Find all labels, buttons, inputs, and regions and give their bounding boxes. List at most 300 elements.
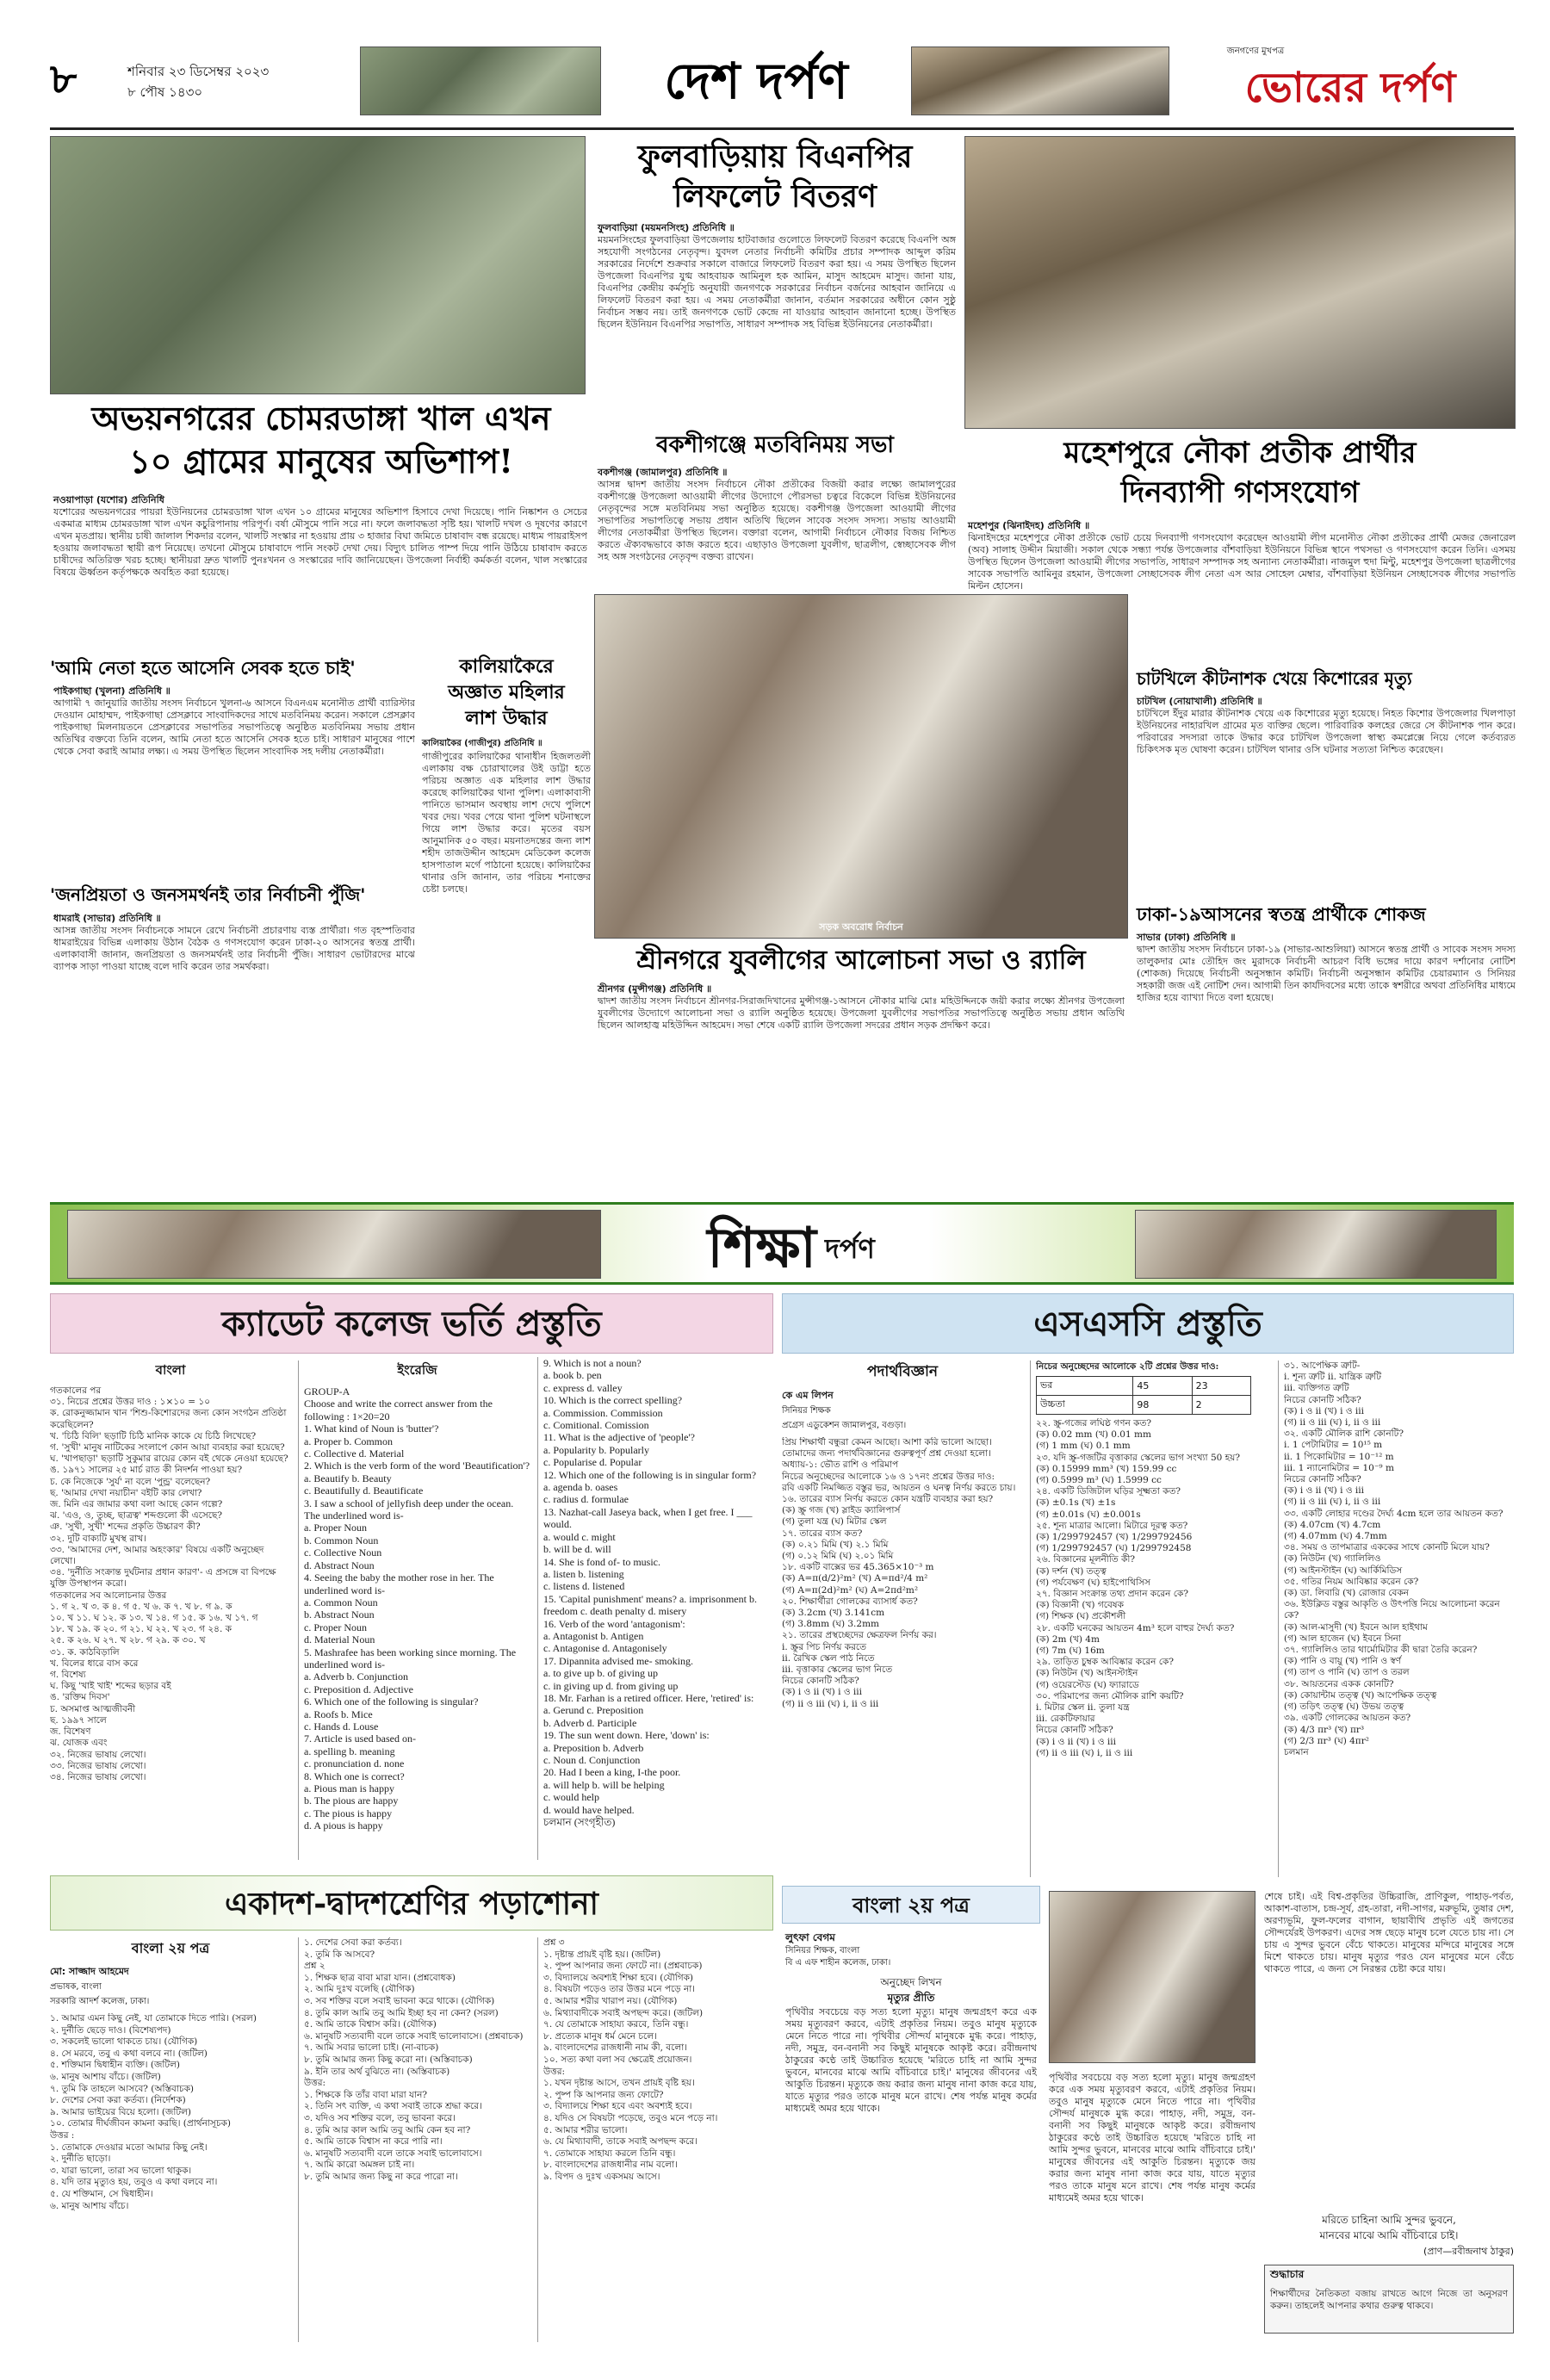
- text-line: iii. বৃত্তাকার স্কেলের ভাগ নিতে: [782, 1664, 893, 1676]
- text-line: ২৮. একটি ঘনকের আয়তন 4m³ হলে বাহুর দৈর্ঘ্য কত?: [1036, 1622, 1235, 1633]
- text-line: ১. তোমাকে দেওয়ার মতো আমার কিছু নেই।: [50, 2141, 208, 2153]
- text-line: ৩২. নিজের ভাষায় লেখো।: [50, 1749, 146, 1760]
- text-line: 16. Verb of the word 'antagonism':: [543, 1617, 685, 1630]
- text-line: ১৬. তারের ব্যাস নির্ণয় করতে কোন যন্ত্রটি ব্যবহার করা হয়?: [782, 1494, 994, 1505]
- text-line: (গ) ii ও iii (ঘ) i, ii ও iii: [1284, 1417, 1381, 1429]
- text-line: (ক) A=π(d/2)²m² (খ) A=πd²/4 m²: [782, 1573, 928, 1584]
- text-line: উত্তর:: [543, 2066, 566, 2077]
- text-line: (গ) তুলা যন্ত্র (ঘ) মিটার স্কেল: [782, 1516, 887, 1528]
- text-line: উত্তর:: [304, 2078, 326, 2089]
- maheshpur-byline: মহেশপুর (ঝিনাইদহ) প্রতিনিধি ॥: [968, 520, 1090, 531]
- text-line: ৩৬. ইউক্লিড বস্তুর আকৃতি ও উৎপত্তি নিয়ে আলোচনা করেন কে?: [1284, 1599, 1500, 1621]
- text-line: জ. বিশেষণ: [50, 1726, 91, 1738]
- text-line: (ক) 0.15999 mm³ (খ) 159.99 cc: [1036, 1463, 1177, 1474]
- text-line: (ক) স্ক্রু গজ (খ) স্লাইড ক্যালিপার্স: [782, 1505, 901, 1516]
- text-line: 19. The sun went down. Here, 'down' is:: [543, 1729, 710, 1742]
- text-line: a. Proper b. Common: [304, 1435, 393, 1447]
- text-line: (ক) i ও ii (খ) i ও iii: [782, 1687, 862, 1698]
- text-line: ১. শিক্ষকে কি তাঁর বাবা মারা যান?: [304, 2089, 427, 2100]
- hsc-lines-2: [304, 1937, 530, 2183]
- text-line: a. Antagonist b. Antigen: [543, 1629, 644, 1642]
- text-line: (গ) ii ও iii (ঘ) i, ii ও iii: [1284, 1497, 1381, 1508]
- fulbaria-headline-1: ফুলবাড়িয়ায় বিএনপির: [637, 139, 913, 175]
- text-line: d. A pious is happy: [304, 1819, 383, 1832]
- cadet-english-column: [298, 1360, 530, 1860]
- text-line: (ক) পানি ও বায়ু (খ) পানি ও স্বর্ণ: [1284, 1656, 1402, 1667]
- maheshpur-headline-2: দিনব্যাপী গণসংযোগ: [1120, 475, 1360, 510]
- bangla2-section: [782, 1886, 1514, 2342]
- text-line: b. Common Noun: [304, 1534, 379, 1546]
- text-line: চলমান: [1284, 1746, 1309, 1757]
- text-line: (গ) পর্যবেক্ষণ (ঘ) হাইপোথিসিস: [1036, 1577, 1150, 1588]
- abhaynagar-byline: নওয়াপাড়া (যশোর) প্রতিনিধি: [53, 494, 164, 505]
- text-line: ২. দুর্নীতি ছেড়ে দাও। (বিশেষ্যপদ): [50, 2024, 171, 2036]
- text-line: নিচের কোনটি সঠিক?: [1036, 1725, 1113, 1736]
- hsc-author-desig: প্রভাষক, বাংলা: [50, 1982, 102, 1992]
- text-line: ৩২. একটি মৌলিক রাশি কোনটি?: [1284, 1429, 1404, 1440]
- students-reading-photo: [1049, 1891, 1256, 2063]
- poem-credit: (প্রাণ—রবীন্দ্রনাথ ঠাকুর): [1423, 2246, 1514, 2257]
- date-line-1: শনিবার ২৩ ডিসেম্বর ২০২৩: [127, 64, 270, 79]
- text-line: (গ) 2/3 πr³ (ঘ) 4πr²: [1284, 1735, 1369, 1746]
- text-line: a. Proper Noun: [304, 1522, 367, 1534]
- sreenagar-byline: শ্রীনগর (মুন্সীগঞ্জ) প্রতিনিধি ॥: [598, 983, 712, 995]
- text-line: খ. বিলের ধারে বাস করে: [50, 1658, 139, 1669]
- kaliakoir-body: গাজীপুরের কালিয়াকৈর থানাধীন হিজলতলী এলাকায় বক্ষ চোরাখালের উই ডাট্টা হতে পরিচয় অজ্ঞাত এক মহিলার লাশ উদ্ধার করেছে কালিয়াকৈর থানা পুলিশ। এলাকাবাসী পানিতে ভাসমান অবস্থায় লাশ দেখে পুলিশে খবর দেয়। খবর পেয়ে থানা পুলিশ ঘটনাস্থলে গিয়ে লাশ উদ্ধার করে। মৃতের বয়স আনুমানিক ৫০ বছর। ময়নাতদন্তের জন্য লাশ শহীদ তাজউদ্দীন আহমেদ মেডিকেল কলেজ হাসপাতাল মর্গে পাঠানো হয়েছে। কালিয়াকৈর থানার ওসি জানান, তার পরিচয় শনাক্তের চেষ্টা চলছে।: [422, 751, 591, 895]
- text-line: ৩৩. 'আমাদের দেশ, আমার অহংকার' বিষয়ে একটি অনুচ্ছেদ লেখো।: [50, 1544, 264, 1567]
- text-line: ১৭. তারের ব্যাস কত?: [782, 1528, 863, 1539]
- date-line-2: ৮ পৌষ ১৪৩০: [127, 84, 203, 100]
- text-line: ঘ. 'খাপছাড়া' ছড়াটি সুকুমার রায়ের কোন বই থেকে নেওয়া হয়েছে?: [50, 1453, 288, 1465]
- fulbaria-byline: ফুলবাড়িয়া (ময়মনসিংহ) প্রতিনিধি ॥: [598, 222, 735, 233]
- masthead-photo-strip-left: [360, 46, 601, 115]
- text-line: চ. কে নিজেকে 'সুর্য' না বলে 'পুন্ড্র' বলেছেন?: [50, 1476, 211, 1487]
- text-line: ক. রোকনুজ্জামান খান 'শিশু-কিশোরদের জন্য কোন সংগঠন প্রতিষ্ঠা করেছিলেন?: [50, 1408, 287, 1430]
- page-number: ৮: [50, 55, 78, 103]
- table-cell: উচ্চতা: [1037, 1396, 1133, 1415]
- text-line: ১. দৃষ্টান্ত প্রায়ই বৃষ্টি হয়। (জটিল): [543, 1949, 661, 1960]
- text-line: (ক) i ও ii (খ) i ও iii: [1284, 1485, 1364, 1497]
- text-line: ঝ. যোজক এবং: [50, 1738, 108, 1749]
- rally-photo: [964, 136, 1516, 429]
- masthead: [50, 40, 1514, 126]
- text-line: a. Beautify b. Beauty: [304, 1472, 392, 1484]
- text-line: Choose and write the correct answer from the following : 1×20=20: [304, 1398, 493, 1422]
- text-line: 10. Which is the correct spelling?: [543, 1394, 683, 1407]
- text-line: ২. তুমি কি আসবে?: [304, 1949, 375, 1960]
- text-line: 8. Which one is correct?: [304, 1770, 405, 1782]
- education-banner-title-2: দর্পণ: [825, 1232, 875, 1265]
- text-line: ২০. শিক্ষার্থীরা গোলকের ব্যাসার্ধ কত?: [782, 1596, 918, 1607]
- text-line: (গ) তাপ ও পানি (ঘ) তাপ ও তরল: [1284, 1667, 1410, 1678]
- text-line: a. Roofs b. Mice: [304, 1708, 373, 1720]
- text-line: নিচের কোনটি সঠিক?: [782, 1676, 859, 1687]
- table-cell: 23: [1192, 1377, 1250, 1396]
- text-line: ৩. বিদ্যালয়ে অবশ্যই শিক্ষা হবে। (যৌগিক): [543, 1972, 694, 1983]
- text-line: (ক) কোয়ান্টাম তত্ত্ব (খ) আপেক্ষিক তত্ত্ব: [1284, 1689, 1437, 1701]
- poem-line-1: মরিতে চাহিনা আমি সুন্দর ভুবনে,: [1322, 2214, 1456, 2226]
- text-line: c. Noun d. Conjunction: [543, 1754, 641, 1766]
- text-line: ৫. আমি তাকে বিশ্বাস করি। (যৌগিক): [304, 2019, 437, 2030]
- text-line: রবি একটি নিমজ্জিত বস্তুর ভর, আয়তন ও ঘনত্ব নির্ণয় করতে চায়।: [782, 1482, 1016, 1493]
- text-line: ঙ. ১৯৭১ সালের ২৫ মার্চ রাত কী নিদর্শন পাওয়া হয়?: [50, 1465, 243, 1476]
- text-line: ৫. আমার শরীর খারাপ নয়। (যৌগিক): [543, 1995, 678, 2006]
- text-line: গতকালের পর: [50, 1385, 102, 1396]
- text-line: 9. Which is not a noun?: [543, 1357, 642, 1369]
- fulbaria-headline-2: লিফলেট বিতরণ: [673, 178, 877, 214]
- integrity-box: [1264, 2265, 1514, 2334]
- text-line: ৫. যে শক্তিমান, সে দ্বিধাহীন।: [50, 2188, 153, 2199]
- text-line: a. Adverb b. Conjunction: [304, 1670, 408, 1683]
- text-line: 14. She is fond of- to music.: [543, 1555, 660, 1568]
- text-line: a. book b. pen: [543, 1369, 602, 1382]
- text-line: নিচের কোনটি সঠিক?: [1284, 1394, 1361, 1405]
- bangla2-body: পৃথিবীর সবচেয়ে বড় সত্য হলো মৃত্যু। মানুষ জন্মগ্রহণ করে এক সময় মৃত্যুবরণ করবে, এটাই প্রকৃতির নিয়ম। তবুও মানুষ মৃত্যুকে মেনে নিতে পারে না। পৃথিবীর সৌন্দর্য মানুষকে মুগ্ধ করে। পাহাড়, নদী, সমুদ্র, বন-বনানী সব কিছুই মানুষকে আকৃষ্ট করে। রবীন্দ্রনাথ ঠাকুরের কণ্ঠে তাই উচ্চারিত হয়েছে 'মরিতে চাহি না আমি সুন্দর ভুবনে, মানবের মাঝে আমি বাঁচিবারে চাই।' মানুষের জীবনের এই আকুতি চিরন্তন। মৃত্যুকে জয় করার জন্য মানুষ নানা কাজ করে যায়, যাতে মৃত্যুর পরও তাকে মানুষ মনে রাখে। শেষ পর্যন্ত মানুষ কর্মের মাধ্যমেই অমর হয়ে থাকে।: [785, 2006, 1037, 2114]
- text-line: c. would help: [543, 1791, 599, 1804]
- text-line: (ক) 0.02 mm (খ) 0.01 mm: [1036, 1429, 1151, 1441]
- text-line: (ক) আল-মাসুদী (খ) ইবনে আল হাইথাম: [1284, 1621, 1428, 1633]
- hsc-author-school: সরকারি আদর্শ কলেজ, ঢাকা।: [50, 1997, 150, 2006]
- text-line: (ক) নিউটন (খ) গ্যালিলিও: [1284, 1553, 1381, 1565]
- text-line: iii. ব্যক্তিগত ত্রুটি: [1284, 1383, 1349, 1394]
- ssc-table-intro: নিচের অনুচ্ছেদের আলোকে ২টি প্রশ্নের উত্তর দাও:: [1036, 1361, 1219, 1372]
- text-line: 15. 'Capital punishment' means? a. imprisonment b. freedom c. death penalty d. misery: [543, 1592, 757, 1618]
- tagline: জনগণের মুখপত্র: [1226, 46, 1285, 56]
- education-banner-title: শিক্ষা: [707, 1216, 816, 1280]
- text-line: c. The pious is happy: [304, 1807, 393, 1819]
- text-line: c. listens d. listened: [543, 1580, 625, 1593]
- text-line: b. will be d. will: [543, 1543, 611, 1556]
- text-line: 6. Which one of the following is singular?: [304, 1695, 479, 1708]
- text-line: ২. তিনি সৎ ব্যক্তি, এ কথা সবাই তাকে শ্রদ্ধা করে।: [304, 2101, 482, 2112]
- text-line: ৯. আমার ভাইয়ের বিয়ে হলো। (জটিল): [50, 2106, 191, 2117]
- bangla2-sub-heading: অনুচ্ছেদ লিখন: [880, 1976, 942, 1988]
- text-line: ২৭. বিজ্ঞান সংক্রান্ত তথ্য প্রদান করেন কে?: [1036, 1589, 1188, 1600]
- text-line: ঝ. 'এও, ও, তুচ্ছ, ছাত্রত্ব' শব্দগুলো কী এসেছে?: [50, 1510, 222, 1522]
- dhamrai-byline: ধামরাই (সাভার) প্রতিনিধি ॥: [53, 913, 161, 924]
- text-line: ৩২. দুটি বাক্যটি মুখস্থ রাখ।: [50, 1533, 146, 1544]
- cadet-bangla-title: বাংলা: [155, 1362, 186, 1378]
- text-line: (গ) ওয়েরস্টেড (ঘ) ফ্যারাডে: [1036, 1679, 1139, 1690]
- text-line: ১. আমার এমন কিছু নেই, যা তোমাকে দিতে পারি। (সরল): [50, 2013, 257, 2024]
- text-line: 12. Which one of the following is in singular form?: [543, 1468, 757, 1481]
- cadet-english-lines-2: [543, 1357, 773, 1828]
- banner-students-photo-right: [1135, 1210, 1497, 1279]
- text-line: c. Collective d. Material: [304, 1447, 405, 1460]
- text-line: ৩১. আপেক্ষিক ত্রুটি-: [1284, 1360, 1361, 1371]
- text-line: c. Preposition d. Adjective: [304, 1683, 413, 1695]
- text-line: 4. Seeing the baby the mother rose in her. The underlined word is-: [304, 1571, 494, 1596]
- text-line: 11. What is the adjective of 'people'?: [543, 1431, 695, 1444]
- text-line: ১৮. একটি বাক্সের ভর 45.365×10⁻³ m: [782, 1562, 934, 1573]
- text-line: ১. শিক্ষক ছাত্র বাবা মারা যান। (প্রশ্নবোধক): [304, 1972, 456, 1983]
- abhaynagar-headline-2: ১০ গ্রামের মানুষের অভিশাপ!: [129, 442, 513, 480]
- text-line: i. শূন্য ত্রুটি ii. যান্ত্রিক ত্রুটি: [1284, 1372, 1381, 1383]
- text-line: (ক) i ও ii (খ) i ও iii: [1284, 1405, 1364, 1416]
- text-line: ৫. আমি তাকে বিশ্বাস না করে পারি না।: [304, 2136, 443, 2148]
- maheshpur-headline-1: মহেশপুরে নৌকা প্রতীক প্রার্থীর: [1063, 436, 1417, 470]
- text-line: ৯. ইনি তার অর্থ বুঝিতে না। (অস্তিবাচক): [304, 2066, 450, 2077]
- text-line: b. Adverb d. Participle: [543, 1716, 637, 1729]
- text-line: ৩৪. সময় ও তাপমাত্রার এককের সাথে কোনটি মিলে যায়?: [1284, 1542, 1490, 1553]
- cadet-english-column-2: [537, 1357, 773, 1860]
- table-cell: 98: [1133, 1396, 1192, 1415]
- bangla2-author: লুৎফা বেগম: [785, 1931, 835, 1943]
- youth-rally-photo: [594, 594, 1128, 939]
- bangla2-topic: মৃত্যুর প্রীতি: [887, 1992, 935, 2004]
- ssc-lines-2: [1036, 1418, 1271, 1759]
- text-line: i. স্ক্রুর পিচ নির্ণয় করতে: [782, 1641, 866, 1652]
- text-line: ii. রৈখিক স্কেল পাঠ নিতে: [782, 1652, 875, 1664]
- text-line: ৬. মানুষ আশায় বাঁচে। (জটিল): [50, 2071, 161, 2082]
- hsc-author: মো: সাজ্জাদ আহমেদ: [50, 1966, 129, 1977]
- text-line: (গ) ii ও iii (ঘ) i, ii ও iii: [782, 1698, 879, 1709]
- text-line: (ক) i ও ii (খ) i ও iii: [1036, 1736, 1116, 1747]
- text-line: নিচের অনুচ্ছেদের আলোকে ১৬ ও ১৭নং প্রশ্নের উত্তর দাও:: [782, 1471, 995, 1482]
- text-line: (গ) ±0.01s (ঘ) ±0.001s: [1036, 1509, 1141, 1520]
- text-line: ২৩. যদি স্ক্রু-গজটির বৃত্তাকার স্কেলের ভাগ সংখ্যা 50 হয়?: [1036, 1452, 1240, 1463]
- text-line: ৪. সে মরবে, তবু এ কথা বলবে না। (জটিল): [50, 2048, 208, 2059]
- ssc-author-desig: সিনিয়র শিক্ষক: [782, 1406, 831, 1416]
- text-line: (গ) ii ও iii (ঘ) i, ii ও iii: [1036, 1747, 1133, 1758]
- bangla2-mid-body: পৃথিবীর সবচেয়ে বড় সত্য হলো মৃত্যু। মানুষ জন্মগ্রহণ করে এক সময় মৃত্যুবরণ করবে, এটাই প্রকৃতির নিয়ম। তবুও মানুষ মৃত্যুকে মেনে নিতে পারে না। পৃথিবীর সৌন্দর্য মানুষকে মুগ্ধ করে। পাহাড়, নদী, সমুদ্র, বন-বনানী সব কিছুই মানুষকে আকৃষ্ট করে। রবীন্দ্রনাথ ঠাকুরের কণ্ঠে তাই উচ্চারিত হয়েছে 'মরিতে চাহি না আমি সুন্দর ভুবনে, মানবের মাঝে আমি বাঁচিবারে চাই।' মানুষের জীবনের এই আকুতি চিরন্তন। মৃত্যুকে জয় করার জন্য মানুষ নানা কাজ করে যায়, যাতে মৃত্যুর পরও তাকে মানুষ মনে রাখে। শেষ পর্যন্ত মানুষ কর্মের মাধ্যমেই অমর হয়ে থাকে।: [1049, 2072, 1256, 2203]
- text-line: ২৫. শূন্য মাত্রার আলো। মিটারে দূরত্ব কত?: [1036, 1520, 1188, 1531]
- text-line: (গ) 4.07mm (ঘ) 4.7mm: [1284, 1531, 1387, 1542]
- text-line: i. মিটার স্কেল ii. তুলা যন্ত্র: [1036, 1702, 1130, 1714]
- text-line: 2. Which is the verb form of the word 'Beautification'?: [304, 1460, 530, 1472]
- text-line: b. Abstract Noun: [304, 1608, 375, 1621]
- text-line: গ. 'সুখী' মানুষ নাটিকের সংলাপে কোন আয়া ব্যবহার করা হয়েছে?: [50, 1442, 285, 1453]
- ssc-author-name: কে এম লিপন: [782, 1390, 834, 1401]
- ssc-heading: এসএসসি প্রস্তুতি: [782, 1293, 1514, 1354]
- text-line: ১০. সত্য কথা বলা সব ক্ষেত্রেই প্রয়োজন।: [543, 2054, 692, 2065]
- text-line: ১৮. খ ১৯. ক ২০. গ ২১. ঘ ২২. খ ২৩. গ ২৪. ক: [50, 1624, 232, 1635]
- bakshiganj-byline: বকশীগঞ্জ (জামালপুর) প্রতিনিধি ॥: [598, 467, 728, 478]
- text-line: ২. পুষ্প আপনার জন্য ফোটে না। (প্রশ্নবাচক): [543, 1961, 703, 1972]
- text-line: ৭. তোমাকে সাহায্য করলে তিনি বন্ধু।: [543, 2148, 676, 2159]
- text-line: ২৬. বিজ্ঞানের মূলনীতি কী?: [1036, 1554, 1135, 1565]
- text-line: a. Commission. Commission: [543, 1406, 663, 1419]
- kaliakoir-headline-3: লাশ উদ্ধার: [465, 707, 548, 729]
- text-line: ১০. তোমার দীর্ঘজীবন কামনা করছি। (প্রার্থনাসূচক): [50, 2118, 231, 2129]
- text-line: a. listen b. listening: [543, 1567, 624, 1580]
- text-line: a. to give up b. of giving up: [543, 1667, 658, 1680]
- text-line: ৬. মানুষটি সত্যবাদী বলে তাকে সবাই ভালোবাসে। (প্রশ্নবাচক): [304, 2030, 524, 2042]
- abhaynagar-headline-1: অভয়নগরের চোমরডাঙ্গা খাল এখন: [91, 399, 551, 437]
- text-line: ২. পুষ্প কি আপনার জন্য ফোটে?: [543, 2089, 664, 2100]
- text-line: (গ) তড়িৎ তত্ত্ব (ঘ) উভয় তত্ত্ব: [1284, 1701, 1404, 1713]
- text-line: c. Antagonise d. Antagonisely: [543, 1642, 667, 1655]
- text-line: 18. Mr. Farhan is a retired officer. Here, 'retired' is:: [543, 1691, 754, 1704]
- text-line: ৩৪. 'দুর্নীতি সংক্রান্ত দুর্ঘটনার প্রধান কারণ'- এ প্রসঙ্গে বা বিপক্ষে যুক্তি উপস্থাপন করো।: [50, 1567, 276, 1590]
- text-line: ১. দেশের সেবা করা কর্তব্য।: [304, 1937, 402, 1948]
- text-line: 3. I saw a school of jellyfish deep under the ocean. The underlined word is-: [304, 1497, 514, 1522]
- text-line: a. Pious man is happy: [304, 1782, 394, 1794]
- text-line: প্রশ্ন ৩: [543, 1937, 565, 1948]
- maheshpur-body: ঝিনাইদহের মহেশপুরে নৌকা প্রতীকে ভোট চেয়ে দিনব্যাপী গণসংযোগ করেছেন আওয়ামী লীগ মনোনীত নৌকা প্রতীকের প্রার্থী মেজর জেনারেল (অব) সালাহ উদ্দীন মিয়াজী। সকাল থেকে সন্ধ্যা পর্যন্ত উপজেলার বাঁশবাড়িয়া ইউনিয়নে বিভিন্ন স্থানে পথসভা ও গণসংযোগ করেন তিনি। এসময় উপস্থিত ছিলেন উপজেলা আওয়ামী লীগের সভাপতি, সাধারণ সম্পাদক সহ অন্যান্য নেতাকর্মীরা। নাজমুল হুদা মিন্টু, মহেশপুর উপজেলা ছাত্রলীগের সাবেক সভাপতি আমিনুর রহমান, উপজেলা সেচ্ছাসেবক লীগ নেতা এস আর সোহেল মেম্বার, বাঁশবাড়িয়া ইউনিয়ন সেচ্ছাসেবক লীগের সভাপতি মিল্টন হোসেন।: [968, 532, 1516, 592]
- text-line: ৭. তুমি কি তাহলে আসবে? (অস্তিবাচক): [50, 2083, 195, 2094]
- text-line: c. in giving up d. from giving up: [543, 1679, 679, 1692]
- text-line: (ক) বিজ্ঞানী (খ) গবেষক: [1036, 1600, 1124, 1611]
- text-line: চলমান (সংগৃহীত): [543, 1816, 616, 1829]
- text-line: iii. রেকটিফায়ার: [1036, 1714, 1095, 1725]
- table-cell: ভর: [1037, 1377, 1133, 1396]
- text-line: ২. আমি দুঃখ বলেছি (যৌগিক): [304, 1984, 415, 1995]
- hsc-column-1: [50, 1937, 291, 2342]
- text-line: ৪. তুমি আর কাল আমি তবু আমি কেন হব না?: [304, 2124, 471, 2135]
- dhamrai-body: আসন্ন জাতীয় সংসদ নির্বাচনকে সামনে রেখে নির্বাচনী প্রচারণায় ব্যস্ত প্রার্থীরা। গত বৃহস্পতিবার ধামরাইয়ের বিভিন্ন এলাকায় উঠান বৈঠক ও গণসংযোগ করেন ঢাকা-২০ আসনের স্বতন্ত্র প্রার্থী। এলাকাবাসী জানান, জনপ্রিয়তা ও জনসমর্থনই তার নির্বাচনী পুঁজি। সাধারণ ভোটারদের মাঝে ব্যাপক সাড়া পাওয়া যাচ্ছে বলে দাবি করেন তার সমর্থকরা।: [53, 925, 415, 972]
- text-line: ৬. মানুষ আশায় বাঁচে।: [50, 2200, 129, 2211]
- bakshiganj-body: আসন্ন দ্বাদশ জাতীয় সংসদ নির্বাচনে নৌকা প্রতীকের বিজয়ী করার লক্ষ্যে জামালপুরের বকশীগঞ্জে উপজেলা আওয়ামী লীগের উদ্যোগে পৌরসভা চত্বরে বিকেলে বিভিন্ন ইউনিয়নের নেতৃবৃন্দের সঙ্গে মতবিনিময় সভা অনুষ্ঠিত হয়েছে। বকশীগঞ্জ উপজেলা আওয়ামী লীগের সভাপতির সভাপতিত্বে সভায় প্রধান অতিথি ছিলেন সাবেক সংসদ সদস্য। সভায় আওয়ামী লীগের নেতাকর্মীরা উপস্থিত ছিলেন। বক্তারা বলেন, আগামী নির্বাচনে নৌকার বিজয় নিশ্চিত করতে ঐক্যবদ্ধভাবে কাজ করতে হবে। এছাড়াও উপজেলা যুবলীগ, ছাত্রলীগ, স্বেচ্ছাসেবক লীগ সহ অঙ্গ সংগঠনের নেতৃবৃন্দ বক্তব্য রাখেন।: [598, 479, 956, 562]
- text-line: চ. অসমাপ্ত আত্মজীবনী: [50, 1703, 136, 1714]
- table-row: [1037, 1396, 1251, 1415]
- text-line: ৮. তুমি আমার জন্য কিছু না করে পারো না।: [304, 2171, 458, 2182]
- text-line: (গ) আইনস্টাইন (ঘ) আর্কিমিডিস: [1284, 1565, 1403, 1576]
- text-line: ৩৫. গতির নিয়ম আবিষ্কার করেন কে?: [1284, 1576, 1419, 1587]
- bangla2-right-body: শেষে চাই। এই বিশ্ব-প্রকৃতির উচ্চিরাজি, প্রাণিকুল, পাহাড়-পর্বত, আকাশ-বাতাস, চন্দ্র-সূর্য, গ্রহ-তারা, নদী-সাগর, মরুভূমি, তুষার দেশ, অরণ্যভূমি, ফুল-ফলের বাগান, ছায়াবীথি প্রভৃতি এই জগতের সৌন্দর্যেরই উপকরণ। এদের সঙ্গ ছেড়ে মানুষ চলে যেতে চায় না। সে চায় এ সুন্দর ভুবনে বেঁচে থাকতে। মানুষের মন্দিরে মানুষের সঙ্গে মিশে থাকতে চায়। মানুষ মৃত্যুর পরও যেন মানুষের মনে বেঁচে থাকতে পারে, এ জন্য সে নিরন্তর চেষ্টা করে যায়।: [1264, 1891, 1514, 1974]
- text-line: ৭. আমি সবার ভালো চাই। (না-বাচক): [304, 2042, 439, 2054]
- integrity-box-text: শিক্ষার্থীদের নৈতিকতা বজায় রাখতে আগে নিজে তা অনুসরণ করুন। তাহলেই আপনার কথার গুরুত্ব থাকবে।: [1270, 2289, 1508, 2311]
- text-line: খ. 'চিঠি বিলি' ছড়াটি চিঠি মানিক কাকে যে চিঠি লিখেছে?: [50, 1430, 257, 1441]
- education-banner: [50, 1202, 1514, 1285]
- text-line: c. express d. valley: [543, 1381, 623, 1394]
- text-line: ২৫. ক ২৬. ঘ ২৭. খ ২৮. গ ২৯. ক ৩০. খ: [50, 1635, 206, 1646]
- text-line: c. Collective Noun: [304, 1546, 382, 1559]
- text-line: c. radius d. formulae: [543, 1493, 629, 1506]
- text-line: (গ) ০.১২ মিমি (ঘ) ২.০১ মিমি: [782, 1551, 894, 1562]
- text-line: d. Abstract Noun: [304, 1559, 375, 1571]
- text-line: (ক) ০.২১ মিমি (খ) ২.১ মিমি: [782, 1539, 889, 1550]
- text-line: a. Gerund c. Preposition: [543, 1704, 644, 1717]
- text-line: (গ) 7m (ঘ) 16m: [1036, 1646, 1105, 1657]
- text-line: c. Hands d. Louse: [304, 1720, 379, 1732]
- text-line: ৩৯. একটি গোলকের আয়তন কত?: [1284, 1713, 1411, 1724]
- text-line: (গ) আল হাজেন (ঘ) ইবনে সিনা: [1284, 1633, 1401, 1644]
- text-line: ৬. মানুষটি সত্যবাদী বলে তাকে সবাই ভালোবাসে।: [304, 2148, 482, 2159]
- text-line: d. would have helped.: [543, 1803, 635, 1816]
- paikgachha-headline: 'আমি নেতা হতে আসেনি সেবক হতে চাই': [50, 657, 356, 679]
- ssc-data-table: [1036, 1376, 1251, 1415]
- integrity-box-title: শুদ্ধাচার: [1270, 2268, 1305, 2280]
- text-line: ১০. খ ১১. ঘ ১২. ক ১৩. খ ১৪. গ ১৫. ক ১৬. খ ১৭. গ: [50, 1613, 258, 1624]
- text-line: c. Proper Noun: [304, 1621, 367, 1633]
- text-line: (ক) 4.07cm (খ) 4.7cm: [1284, 1519, 1381, 1530]
- hsc-col-title: বাংলা ২য় পত্র: [131, 1940, 210, 1956]
- text-line: (ক) ডা. লিবারি (খ) রোজার বেকন: [1284, 1588, 1409, 1599]
- text-line: a. spelling b. meaning: [304, 1745, 395, 1757]
- text-line: ৮. প্রত্যেক মানুষ ধর্ম মেনে চলে।: [543, 2030, 657, 2042]
- text-line: iii. 1 ন্যানোমিটার = 10⁻⁹ m: [1284, 1462, 1394, 1473]
- text-line: ছ. ১৯৯৭ সালে: [50, 1714, 107, 1726]
- text-line: c. pronunciation d. none: [304, 1757, 405, 1770]
- text-line: ৩১. ক. কাঠবিড়ালি: [50, 1646, 120, 1658]
- text-line: ৩. সকলেই ভালো থাকতে চায়। (যৌগিক): [50, 2036, 198, 2048]
- text-line: ২১. তারের প্রস্থচ্ছেদের ক্ষেত্রফল নির্ণয় কর।: [782, 1630, 937, 1641]
- text-line: d. Material Noun: [304, 1633, 375, 1646]
- text-line: ঘ. কিছু 'খাই খাই' শব্দের ছড়ার বই: [50, 1681, 171, 1692]
- rally-banner-caption: সড়ক অবরোধ নির্বাচন: [819, 921, 903, 933]
- text-line: c. Popularise d. Popular: [543, 1456, 642, 1469]
- text-line: ২৪. একটি ডিজিটাল ঘড়ির সূক্ষ্মতা কত?: [1036, 1486, 1181, 1497]
- text-line: (গ) 1/299792457 (ঘ) 1/299792458: [1036, 1543, 1192, 1554]
- ssc-subject-title: পদার্থবিজ্ঞান: [866, 1363, 939, 1380]
- hsc-heading: একাদশ-দ্বাদশশ্রেণির পড়াশোনা: [50, 1875, 773, 1931]
- text-line: ৩. বিদ্যালয়ে শিক্ষা হবে এবং অবশ্যই হবে।: [543, 2101, 692, 2112]
- text-line: ৩৩. নিজের ভাষায় লেখো।: [50, 1760, 146, 1771]
- ssc-lines-1: [782, 1437, 1023, 1710]
- text-line: জ. মিনি এর জামার কথা বলা আছে কোন গল্পে?: [50, 1499, 223, 1510]
- ssc-column-1: [782, 1360, 1023, 1877]
- masthead-photo-strip-right: [911, 46, 1169, 115]
- text-line: গতকালের সব আলোচনার উত্তর: [50, 1590, 167, 1601]
- text-line: ৩৩. একটি লোহার দণ্ডের দৈর্ঘ্য 4cm হলে তার আয়তন কত?: [1284, 1508, 1504, 1519]
- text-line: a. Common Noun: [304, 1596, 378, 1608]
- ssc-lines-3: [1284, 1360, 1514, 1758]
- table-cell: 2: [1192, 1396, 1250, 1415]
- text-line: ৩. যদিও সব শক্তির বলে, তবু ভাবনা করে।: [304, 2112, 456, 2123]
- text-line: ৪. যদিও সে বিষয়টা পড়েছে, তবুও মনে পড়ে না।: [543, 2112, 718, 2123]
- text-line: ৩১. নিচের প্রশ্নের উত্তর দাও : ১×১০ = ১০: [50, 1397, 211, 1408]
- kaliakoir-headline-2: অজ্ঞাত মহিলার: [448, 681, 565, 703]
- ssc-author-school: প্রগ্রেস এডুকেশন জামালপুর, বগুড়া।: [782, 1421, 907, 1430]
- cadet-english-title: ইংরেজি: [397, 1362, 437, 1378]
- text-line: ঙ. 'রক্তিম দিবস': [50, 1692, 110, 1703]
- bangla2-heading: বাংলা ২য় পত্র: [782, 1886, 1040, 1924]
- dhaka19-headline: ঢাকা-১৯আসনের স্বতন্ত্র প্রার্থীকে শোকজ: [1137, 903, 1426, 925]
- table-row: [1037, 1377, 1251, 1396]
- text-line: প্রিয় শিক্ষার্থী বন্ধুরা কেমন আছো। আশা করি ভালো আছো। তোমাদের জন্য পদার্থবিজ্ঞানের গুরুত্বপূর্ণ প্রশ্ন দেওয়া হলো।: [782, 1437, 992, 1460]
- text-line: ২. দুর্নীতি ছাড়ো।: [50, 2154, 111, 2165]
- text-line: 1. What kind of Noun is 'butter'?: [304, 1422, 439, 1435]
- text-line: ৫. আমার শরীর ভালো।: [543, 2124, 628, 2135]
- paikgachha-body: আগামী ৭ জানুয়ারি জাতীয় সংসদ নির্বাচনে খুলনা-৬ আসনে বিএনএম মনোনীত প্রার্থী ব্যারিস্টার দেওয়ান মোহাম্মদ, পাইকগাছা প্রেসক্লাবে সাংবাদিকদের সাথে মতবিনিময় করেন। সকালে প্রেসক্লাব পাইকগাছা মিলনায়তনে প্রেসক্লাবের সভাপতির সভাপতিত্বে অনুষ্ঠিত মতবিনিময় সভায় প্রধান অতিথির বক্তব্যে তিনি বলেন, আমি নেতা হতে আসেনি সেবক হতে চাই। সাধারণ মানুষের পাশে থেকে সেবা করাই আমার লক্ষ্য। এ সময় উপস্থিত ছিলেন সাংবাদিক সহ দলীয় নেতাকর্মীরা।: [53, 697, 415, 757]
- text-line: a. would c. might: [543, 1530, 616, 1543]
- text-line: ছ. 'আমার দেখা নয়াচীন' বইটি কার লেখা?: [50, 1487, 202, 1498]
- dhaka19-byline: সাভার (ঢাকা) প্রতিনিধি ॥: [1137, 932, 1236, 943]
- text-line: অধ্যায়-১: ভৌত রাশি ও পরিমাপ: [782, 1460, 899, 1471]
- canal-photo: [50, 136, 586, 394]
- text-line: (ক) নিউটন (খ) আইনস্টাইন: [1036, 1668, 1138, 1679]
- text-line: ৯. বিপদ ও দুঃখ একসময় আসে।: [543, 2171, 660, 2182]
- text-line: a. agenda b. oases: [543, 1481, 618, 1494]
- banner-students-photo-left: [67, 1210, 601, 1279]
- dhamrai-headline: 'জনপ্রিয়তা ও জনসমর্থনই তার নির্বাচনী পুঁজি': [50, 884, 366, 905]
- cadet-bangla-lines: [50, 1385, 291, 1783]
- abhaynagar-body: যশোরের অভয়নগরের পায়রা ইউনিয়নের চোমরডাঙ্গা খাল এখন ১০ গ্রামের মানুষের অভিশাপ হিসাবে দেখা দিয়েছে। পানি নিষ্কাশন ও সেচের একমাত্র মাধ্যম চোমরডাঙ্গা খাল এখন কচুরিপানায় পরিপূর্ণ। বর্ষা মৌসুমে পানি সরে না। ফলে জলাবদ্ধতা সৃষ্টি হয়। খালটি দখল ও দূষণের কারণে এখন মৃতপ্রায়। স্থানীয় চাষী জালাল শিকদার বলেন, খালটি সংস্কার না হওয়ায় প্রায় ৩ হাজার বিঘা জমিতে চাষাবাদ বন্ধ রয়েছে। মাধ্যম পায়রাইসপ হওয়ায় জলাবদ্ধতা স্থায়ী রূপ নিয়েছে। তখনো মৌসুমে চাষাবাদে পানি সংকট দেখা দেয়। বিদ্যুৎ চালিত পাম্প দিয়ে পানি উঠিয়ে চাষাবাদ করতে চাষীদের অতিরিক্ত খরচ হচ্ছে। স্থানীয়রা দ্রুত খালটি পুনঃখনন ও সংস্কারের দাবি জানিয়েছেন। উপজেলা নির্বাহী কর্মকর্তা বলেন, খাল সংস্কারের বিষয়ে ঊর্ধ্বতন কর্তৃপক্ষকে অবহিত করা হয়েছে।: [53, 506, 587, 578]
- text-line: (গ) 1 mm (ঘ) 0.1 mm: [1036, 1441, 1131, 1452]
- text-line: ২২. স্ক্রু-গজের লঘিষ্ঠ গণন কত?: [1036, 1418, 1151, 1429]
- poem-line-2: মানবের মাঝে আমি বাঁচিবারে চাই।: [1319, 2229, 1459, 2241]
- text-line: 20. Had I been a king, I-the poor.: [543, 1766, 681, 1779]
- text-line: 7. Article is used based on-: [304, 1732, 416, 1745]
- text-line: i. 1 পেটামিটার = 10¹⁵ m: [1284, 1440, 1383, 1451]
- text-line: ৪. বিষয়টা পড়েও তার উত্তর মনে পড়ে না।: [543, 1984, 696, 1995]
- bangla2-author-school: বি এ এফ শাহীন কলেজ, ঢাকা।: [785, 1958, 891, 1968]
- text-line: a. Popularity b. Popularly: [543, 1443, 649, 1456]
- cadet-bangla-column: [50, 1360, 291, 1860]
- masthead-divider: [50, 127, 1514, 130]
- text-line: (ক) দর্শন (খ) তত্ত্ব: [1036, 1565, 1107, 1577]
- text-line: (ক) 3.2cm (খ) 3.141cm: [782, 1608, 885, 1619]
- text-line: ৯. বাংলাদেশের রাজধানী নাম কী, বলো।: [543, 2042, 687, 2054]
- chatkhil-headline: চাটখিলে কীটনাশক খেয়ে কিশোরের মৃত্যু: [1137, 668, 1412, 689]
- fulbaria-body: ময়মনসিংহের ফুলবাড়িয়া উপজেলায় হাটবাজার গুলোতে লিফলেট বিতরণ করেছে বিএনপি অঙ্গ সহযোগী সংগঠনের নেতৃবৃন্দ। যুবদল নেতার নির্বাচনী কমিটির প্রচার সম্পাদক আব্দুল করিম সরকারের নির্দেশে শুক্রবার সকালে বাজারে লিফলেট বিতরণ করা হয়। এ সময় উপস্থিত ছিলেন উপজেলা বিএনপির যুগ্ম আহবায়ক আমিনুল হক আমিন, মাসুদ আহমেদ মাসুদ। জানা যায়, বিএনপির কেন্দ্রীয় কর্মসূচি অনুযায়ী জনগণকে সরকারের নির্বাচন বর্জনের আহবান জানিয়ে এ লিফলেট বিতরণ করা হয়। এ সময় নেতাকর্মীরা জানান, বর্তমান সরকারের অধীনে কোন সুষ্ঠু নির্বাচন সম্ভব নয়। তাই জনগণকে ভোট কেন্দ্রে না যাওয়ার আহবান জানানো হচ্ছে। উপস্থিত ছিলেন ইউনিয়ন বিএনপির সভাপতি, সাধারণ সম্পাদক সহ বিভিন্ন ইউনিয়নের নেতাকর্মীরা।: [598, 234, 956, 330]
- text-line: (গ) A=π(2d)²m² (ঘ) A=2πd²m²: [782, 1584, 919, 1596]
- text-line: ৭. যে তোমাকে সাহায্য করবে, তিনি বন্ধু।: [543, 2019, 689, 2030]
- text-line: ii. 1 পিকোমিটার = 10⁻¹² m: [1284, 1451, 1394, 1462]
- text-line: a. Preposition b. Adverb: [543, 1741, 644, 1754]
- text-line: c. Comitional. Comission: [543, 1419, 649, 1432]
